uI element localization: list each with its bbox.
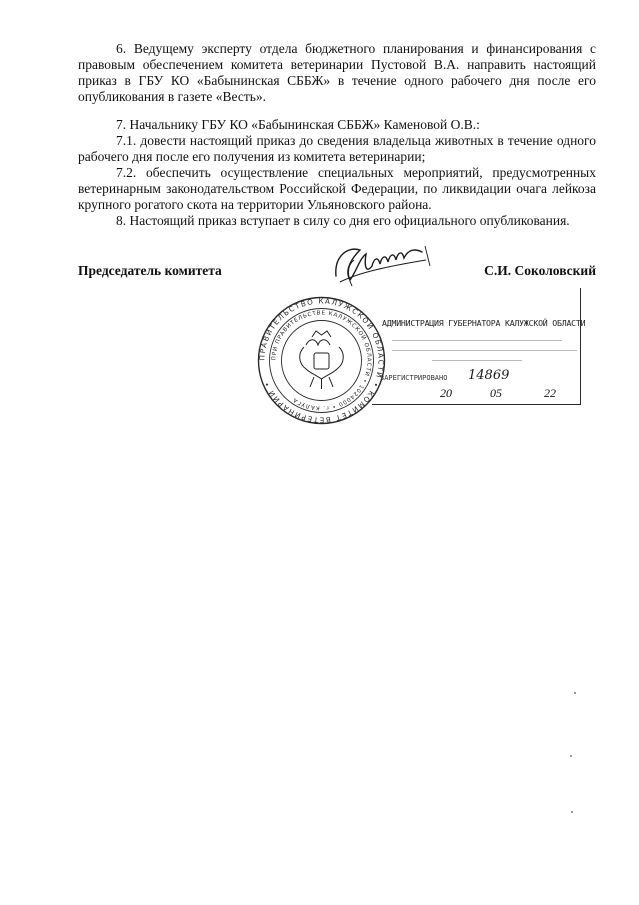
official-seal [254,293,389,428]
paragraph-7-1: 7.1. довести настоящий приказ до сведения владельца животных в течение одного рабочего дня после его получения из комитета ветеринарии; [78,133,596,164]
paragraph-7: 7. Начальнику ГБУ КО «Бабынинская СББЖ» Каменовой О.В.: [116,117,480,132]
stamp-line [392,340,562,341]
scan-speck [570,755,572,757]
stamp-line [432,360,522,361]
registration-day: 20 [440,386,452,400]
scan-speck [571,811,573,813]
signatory-name: С.И. Соколовский [484,263,596,278]
registration-year: 22 [544,386,556,400]
stamp-line [392,350,577,351]
registration-organization: АДМИНИСТРАЦИЯ ГУБЕРНАТОРА КАЛУЖСКОЙ ОБЛАСТИ [382,318,586,328]
registration-number: 14869 [468,368,510,383]
paragraph-7-2: 7.2. обеспечить осуществление специальных мероприятий, предусмотренных ветеринарным законодательством Российской Федерации, по ликвидации очага лейкоза крупного рогатого скота на территории Ульяновского района. [78,165,596,212]
registration-label: ЗАРЕГИСТРИРОВАНО [380,374,448,382]
svg-text:ПРИ ПРАВИТЕЛЬСТВЕ КАЛУЖСКОЙ ОБ: ПРИ ПРАВИТЕЛЬСТВЕ КАЛУЖСКОЙ ОБЛАСТИ • 1024000 • г. КАЛУГА [271,310,372,411]
signatory-title: Председатель комитета [78,263,222,278]
svg-text:ПРАВИТЕЛЬСТВО КАЛУЖСКОЙ ОБЛАСТ: ПРАВИТЕЛЬСТВО КАЛУЖСКОЙ ОБЛАСТИ • КОМИТЕТ ВЕТЕРИНАРИИ • [257,296,386,425]
handwritten-signature [330,236,440,296]
scan-speck [574,692,576,694]
registration-stamp [372,288,586,405]
registration-month: 05 [490,386,502,400]
paragraph-6: 6. Ведущему эксперту отдела бюджетного планирования и финансирования с правовым обеспечением комитета ветеринарии Пустовой В.А. направить настоящий приказ в ГБУ КО «Бабынинская СББЖ» в течение одного рабочего дня после его опубликования в газете «Весть». [78,41,596,104]
paragraph-8: 8. Настоящий приказ вступает в силу со дня его официального опубликования. [116,213,570,228]
